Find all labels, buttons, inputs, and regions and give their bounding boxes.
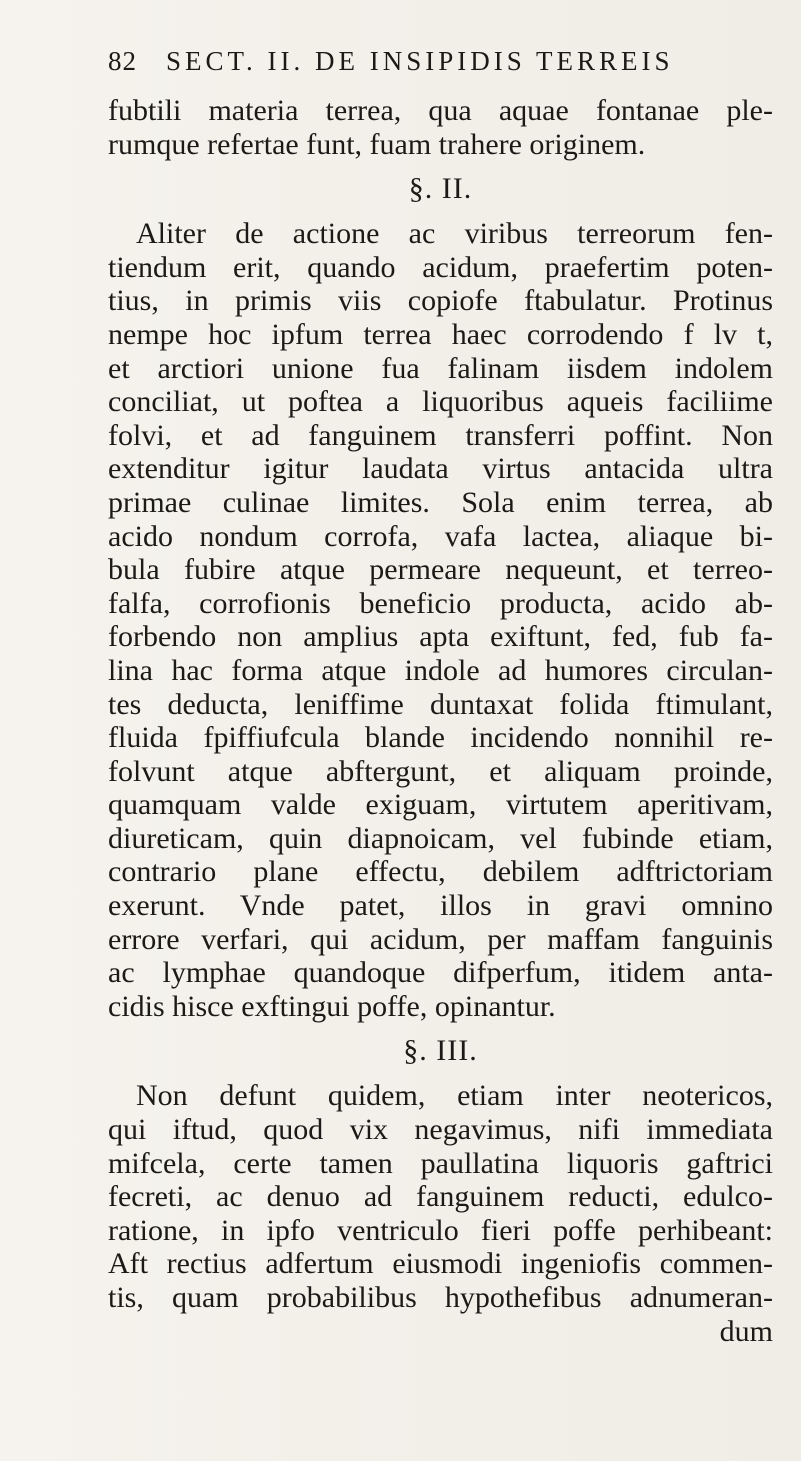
text-line: diureticam, quin diapnoicam, vel fubinde etiam, bbox=[108, 821, 773, 855]
text-line: rumque refertae funt, fuam trahere originem. bbox=[108, 127, 646, 161]
text-line: Aliter de actione ac viribus terreorum fen- bbox=[136, 217, 773, 251]
page-header bbox=[108, 46, 773, 86]
text-line: falfa, corrofionis beneficio producta, acido ab- bbox=[108, 586, 773, 620]
text-line: quamquam valde exiguam, virtutem aperitivam, bbox=[108, 788, 773, 822]
text-line: fluida fpiffiufcula blande incidendo nonnihil re- bbox=[108, 721, 773, 755]
text-line: exerunt. Vnde patet, illos in gravi omnino bbox=[108, 889, 773, 923]
text-line: Aft rectius adfertum eiusmodi ingeniofis commen- bbox=[108, 1247, 773, 1281]
text-line: tius, in primis viis copiofe ftabulatur. Protinus bbox=[108, 284, 773, 318]
text-line: ratione, in ipfo ventriculo fieri poffe perhibeant: bbox=[108, 1213, 773, 1247]
text-line: et arctiori unione fua falinam iisdem indolem bbox=[108, 351, 773, 385]
text-line: cidis hisce exftingui poffe, opinantur. bbox=[108, 989, 556, 1023]
text-line: folvi, et ad fanguinem transferri poffint. Non bbox=[108, 418, 773, 452]
section-heading-3: §. III. bbox=[403, 1034, 478, 1068]
page-number: 82 bbox=[108, 46, 137, 76]
text-line: Non defunt quidem, etiam inter neotericos, bbox=[136, 1079, 773, 1113]
text-line: errore verfari, qui acidum, per maffam fanguinis bbox=[108, 922, 773, 956]
text-line: ac lymphae quandoque difperfum, itidem anta- bbox=[108, 956, 773, 990]
text-line: acido nondum corrofa, vafa lactea, aliaque bi- bbox=[108, 519, 773, 553]
text-line: fubtili materia terrea, qua aquae fontanae ple- bbox=[108, 94, 773, 127]
text-line: tes deducta, leniffime duntaxat folida ftimulant, bbox=[108, 687, 773, 721]
text-line: folvunt atque abftergunt, et aliquam proinde, bbox=[108, 754, 773, 788]
text-line: lina hac forma atque indole ad humores circulan- bbox=[108, 653, 773, 687]
text-line: bula fubire atque permeare nequeunt, et terreo- bbox=[108, 553, 773, 587]
section-2-paragraph bbox=[108, 217, 773, 1023]
text-line: tiendum erit, quando acidum, praefertim poten- bbox=[108, 250, 773, 284]
text-line: qui iftud, quod vix negavimus, nifi immediata bbox=[108, 1113, 773, 1147]
text-line: extenditur igitur laudata virtus antacida ultra bbox=[108, 452, 773, 486]
section-3-paragraph bbox=[108, 1079, 773, 1348]
text-line: tis, quam probabilibus hypothefibus adnumeran- bbox=[108, 1281, 773, 1314]
body-text bbox=[108, 94, 773, 1348]
text-line: conciliat, ut poftea a liquoribus aqueis faciliime bbox=[108, 385, 773, 419]
text-line: contrario plane effectu, debilem adftrictoriam bbox=[108, 855, 773, 889]
text-line: nempe hoc ipfum terrea haec corrodendo f lv t, bbox=[108, 317, 773, 351]
text-line: primae culinae limites. Sola enim terrea, ab bbox=[108, 485, 773, 519]
text-line: mifcela, certe tamen paullatina liquoris gaftrici bbox=[108, 1146, 773, 1180]
opening-paragraph bbox=[108, 94, 773, 161]
text-line: forbendo non amplius apta exiftunt, fed, fub fa- bbox=[108, 620, 773, 654]
section-heading-2: §. II. bbox=[408, 172, 473, 206]
running-head: SECT. II. DE INSIPIDIS TERREIS bbox=[166, 46, 674, 76]
catchword: dum bbox=[719, 1314, 773, 1348]
text-line: fecreti, ac denuo ad fanguinem reducti, edulco- bbox=[108, 1180, 773, 1214]
